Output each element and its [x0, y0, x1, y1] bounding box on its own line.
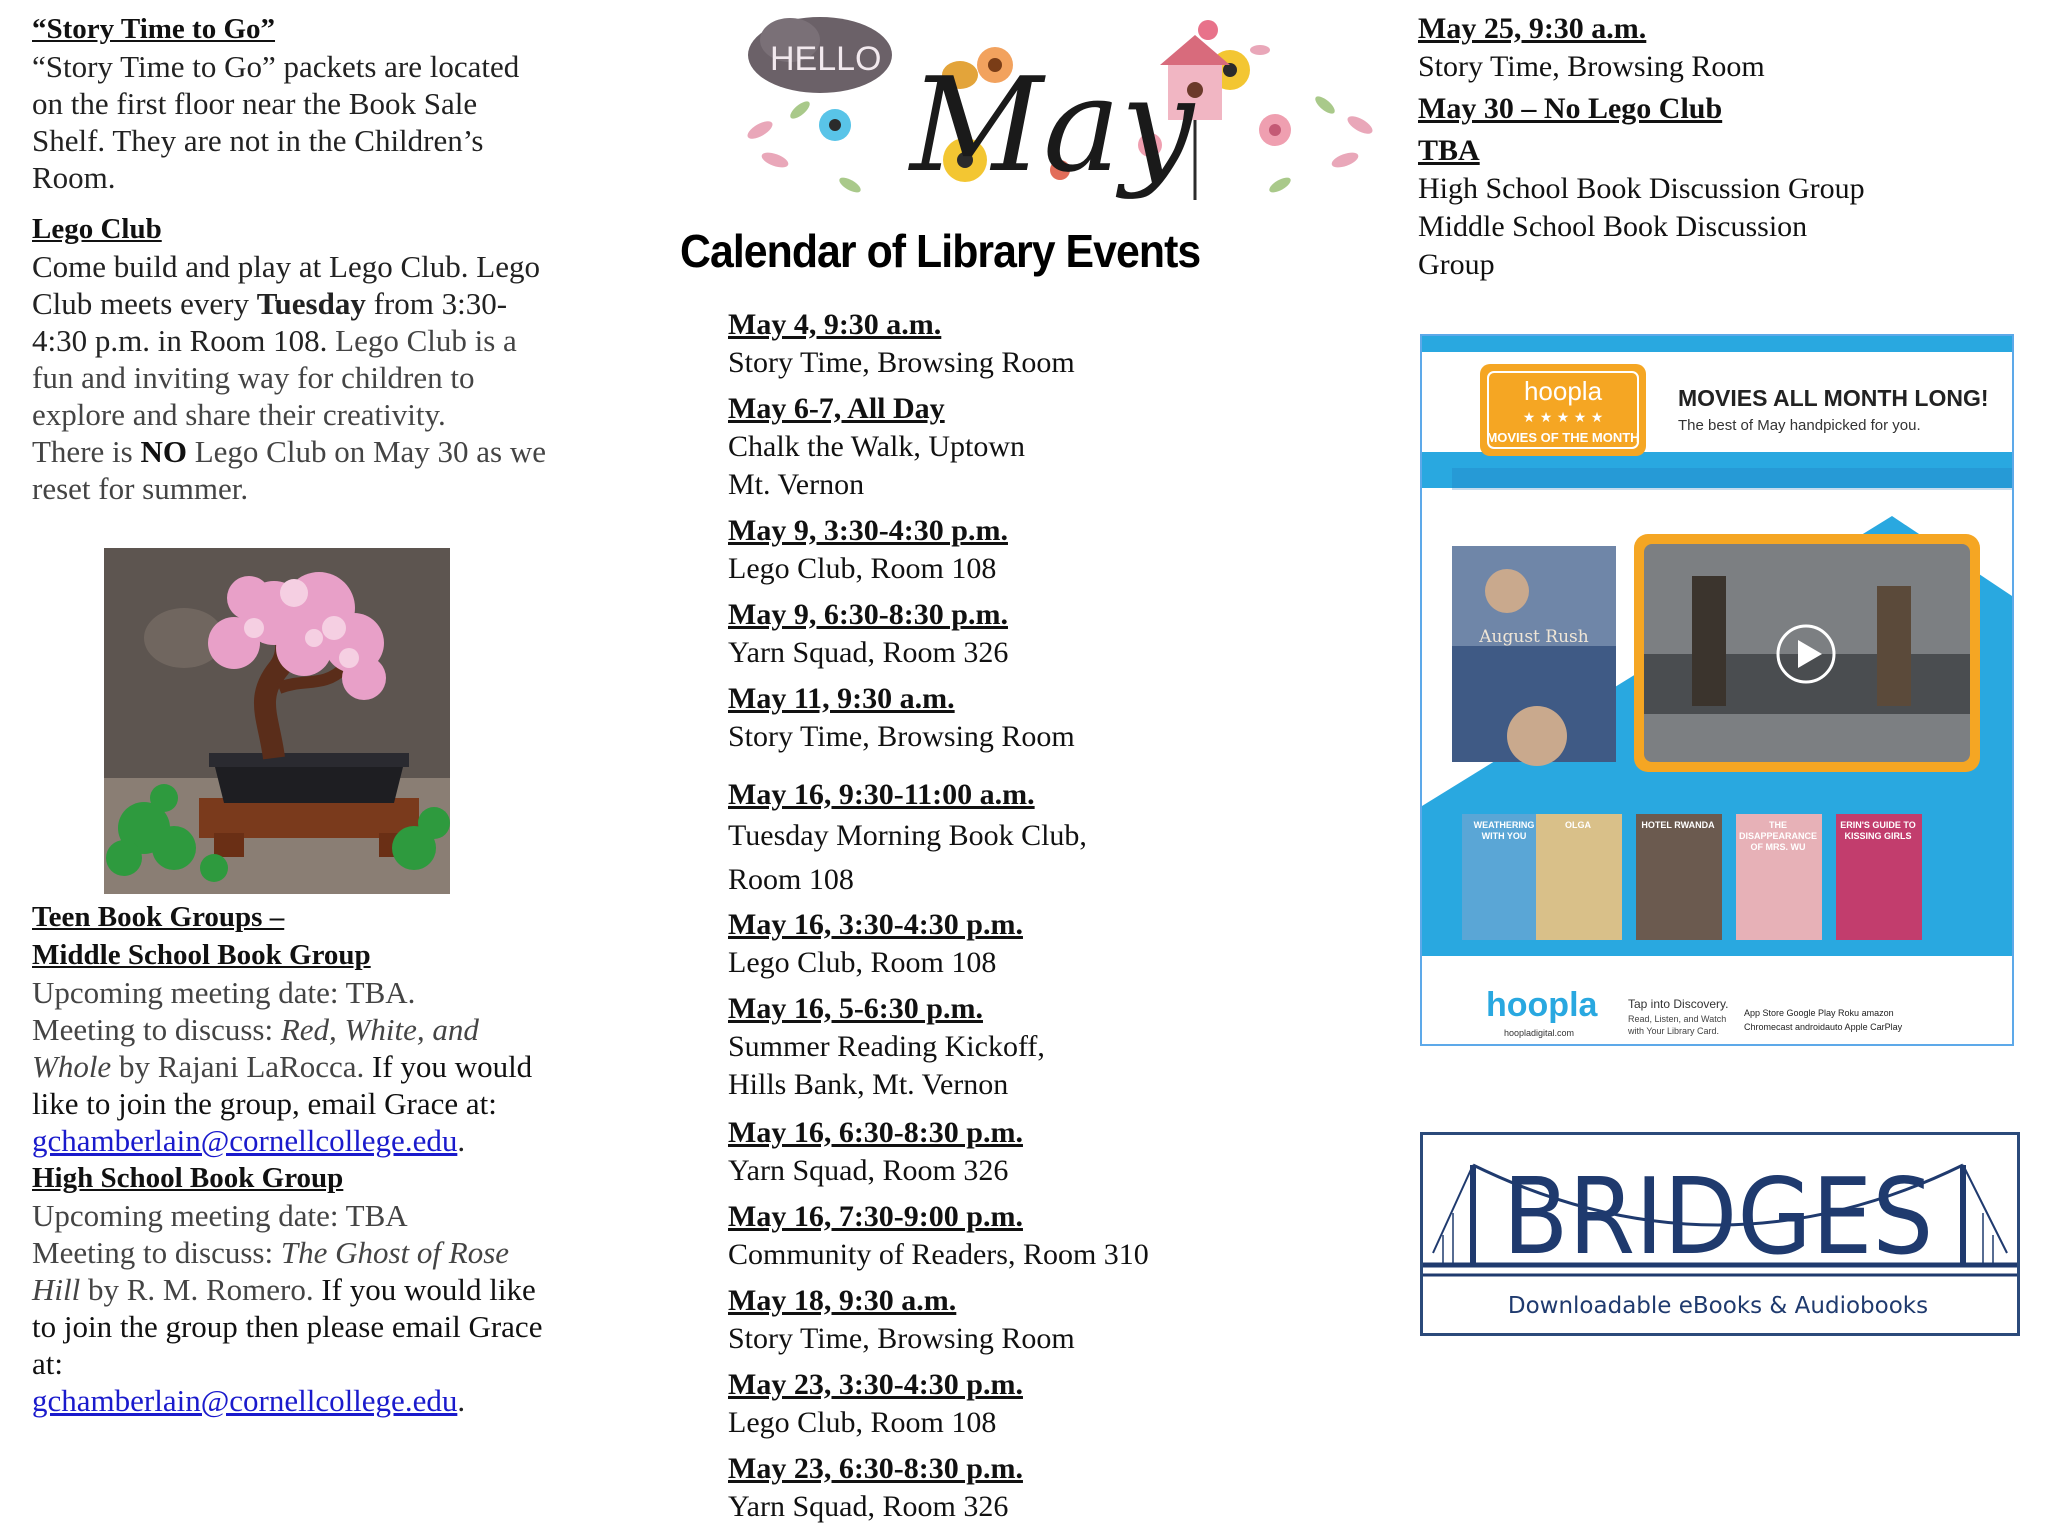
- event-description: Chalk the Walk, Uptown: [728, 430, 1025, 463]
- bridges-subtitle: Downloadable eBooks & Audiobooks: [1507, 1293, 1929, 1319]
- event-date: May 6-7, All Day: [728, 392, 945, 425]
- event-date: May 9, 6:30-8:30 p.m.: [728, 598, 1008, 631]
- store-badges-2: Chromecast androidauto Apple CarPlay: [1744, 1022, 1903, 1032]
- event-description: Room 108: [728, 863, 854, 896]
- mid-event: [728, 1366, 1348, 1442]
- tagline-3: with Your Library Card.: [1628, 1026, 1720, 1036]
- event-description: Tuesday Morning Book Club,: [728, 819, 1087, 852]
- movie-poster-title[interactable]: OLGA: [1565, 820, 1591, 830]
- hs-email-link[interactable]: gchamberlain@cornellcollege.edu: [32, 1383, 458, 1418]
- event-date: May 16, 6:30-8:30 p.m.: [728, 1116, 1023, 1149]
- event-description: Community of Readers, Room 310: [728, 1238, 1149, 1271]
- event-description: Lego Club, Room 108: [728, 1406, 997, 1439]
- event-description: Lego Club, Room 108: [728, 552, 997, 585]
- hoopla-ad[interactable]: [1420, 334, 2014, 1046]
- event-description: Yarn Squad, Room 326: [728, 1154, 1009, 1187]
- badge-logo: hoopla: [1523, 376, 1603, 406]
- mid-event: [728, 990, 1348, 1104]
- movie-poster-title[interactable]: HOTEL RWANDA: [1641, 820, 1715, 830]
- hs-meeting-discuss: Meeting to discuss: The Ghost of Rose Hill by R. M. Romero. If you would like to join the group then please email Grace at:: [32, 1235, 543, 1381]
- event-date: May 16, 7:30-9:00 p.m.: [728, 1200, 1023, 1233]
- event-date: May 16, 3:30-4:30 p.m.: [728, 908, 1023, 941]
- badge-stars: ★ ★ ★ ★ ★: [1522, 410, 1604, 426]
- ms-email-line: gchamberlain@cornellcollege.edu.: [32, 1123, 466, 1158]
- event-description: Summer Reading Kickoff,: [728, 1030, 1045, 1063]
- poster-august-rush-title: August Rush: [1479, 627, 1589, 647]
- mid-event: [728, 776, 1348, 902]
- event-date: TBA: [1418, 134, 1480, 167]
- lego-bonsai-photo: [104, 548, 450, 894]
- badge-text: MOVIES OF THE MONTH: [1486, 430, 1640, 445]
- mid-event: [728, 1282, 1348, 1358]
- lego-club-notice: There is NO Lego Club on May 30 as we reset for summer.: [32, 434, 546, 506]
- event-date: May 4, 9:30 a.m.: [728, 308, 942, 341]
- event-date: May 23, 6:30-8:30 p.m.: [728, 1452, 1023, 1485]
- event-description: Middle School Book Discussion: [1418, 210, 1808, 243]
- event-description: Story Time, Browsing Room: [728, 720, 1075, 753]
- event-date: May 16, 5-6:30 p.m.: [728, 992, 983, 1025]
- tagline-1: Tap into Discovery.: [1628, 997, 1729, 1011]
- mid-event: [728, 906, 1348, 982]
- ms-meeting-date: Upcoming meeting date: TBA.: [32, 975, 416, 1010]
- lego-club-body: Come build and play at Lego Club. Lego Club meets every Tuesday from 3:30-4:30 p.m. in Room 108. Lego Club is a fun and inviting way for children to explore and share their creativity.: [32, 249, 540, 432]
- hs-email-line: gchamberlain@cornellcollege.edu.: [32, 1383, 466, 1418]
- bridges-logo[interactable]: [1420, 1132, 2020, 1336]
- teen-book-groups-title: Teen Book Groups –: [32, 901, 285, 933]
- event-description: Story Time, Browsing Room: [728, 346, 1075, 379]
- may-script-text: May: [910, 49, 1195, 201]
- hoopla-footer-url: hoopladigital.com: [1504, 1028, 1575, 1038]
- event-date: May 16, 9:30-11:00 a.m.: [728, 778, 1035, 811]
- middle-school-group-title: Middle School Book Group: [32, 939, 371, 971]
- event-description: Story Time, Browsing Room: [1418, 50, 1765, 83]
- event-date: May 30 – No Lego Club: [1418, 92, 1723, 125]
- lego-club-title: Lego Club: [32, 213, 162, 245]
- right-event: [1418, 10, 2028, 86]
- mid-event: [728, 512, 1348, 588]
- event-description: Yarn Squad, Room 326: [728, 1490, 1009, 1523]
- event-description: Mt. Vernon: [728, 468, 865, 501]
- hoopla-subline: The best of May handpicked for you.: [1678, 417, 1921, 434]
- right-event: [1418, 132, 2028, 284]
- event-date: May 11, 9:30 a.m.: [728, 682, 955, 715]
- tagline-2: Read, Listen, and Watch: [1628, 1014, 1727, 1024]
- bridges-title: BRIDGES: [1502, 1154, 1934, 1279]
- movie-poster-title[interactable]: WEATHERING WITH YOU: [1473, 820, 1535, 841]
- movie-poster-title[interactable]: THE DISAPPEARANCE OF MRS. WU: [1738, 820, 1817, 852]
- calendar-title: Calendar of Library Events: [680, 225, 1201, 277]
- story-time-title: “Story Time to Go”: [32, 13, 276, 45]
- store-badges-1: App Store Google Play Roku amazon: [1744, 1008, 1894, 1018]
- mid-event: [728, 1450, 1348, 1526]
- event-date: May 23, 3:30-4:30 p.m.: [728, 1368, 1023, 1401]
- event-description: Lego Club, Room 108: [728, 946, 997, 979]
- mid-event: [728, 1198, 1348, 1274]
- mid-event: [728, 306, 1348, 382]
- hello-text: HELLO: [770, 40, 882, 78]
- event-description: Story Time, Browsing Room: [728, 1322, 1075, 1355]
- mid-event: [728, 390, 1348, 504]
- hello-may-graphic: [740, 10, 1380, 210]
- story-time-body: “Story Time to Go” packets are located on the first floor near the Book Sale Shelf. They are not in the Children’s Room.: [32, 49, 520, 195]
- event-date: May 18, 9:30 a.m.: [728, 1284, 957, 1317]
- movie-poster-title[interactable]: ERIN'S GUIDE TO KISSING GIRLS: [1840, 820, 1916, 841]
- event-description: Hills Bank, Mt. Vernon: [728, 1068, 1009, 1101]
- mid-event: [728, 680, 1348, 756]
- mid-event: [728, 596, 1348, 672]
- event-description: High School Book Discussion Group: [1418, 172, 1865, 205]
- event-date: May 25, 9:30 a.m.: [1418, 12, 1647, 45]
- event-description: Yarn Squad, Room 326: [728, 636, 1009, 669]
- mid-event: [728, 1114, 1348, 1190]
- ms-email-link[interactable]: gchamberlain@cornellcollege.edu: [32, 1123, 458, 1158]
- hoopla-headline: MOVIES ALL MONTH LONG!: [1678, 385, 1989, 411]
- ms-meeting-discuss: Meeting to discuss: Red, White, and Whole by Rajani LaRocca. If you would like to join the group, email Grace at:: [32, 1012, 533, 1121]
- high-school-group-title: High School Book Group: [32, 1162, 344, 1194]
- event-description: Group: [1418, 248, 1495, 281]
- hoopla-footer-logo: hoopla: [1486, 986, 1598, 1024]
- right-event: [1418, 90, 2028, 128]
- hs-meeting-date: Upcoming meeting date: TBA: [32, 1198, 408, 1233]
- event-date: May 9, 3:30-4:30 p.m.: [728, 514, 1008, 547]
